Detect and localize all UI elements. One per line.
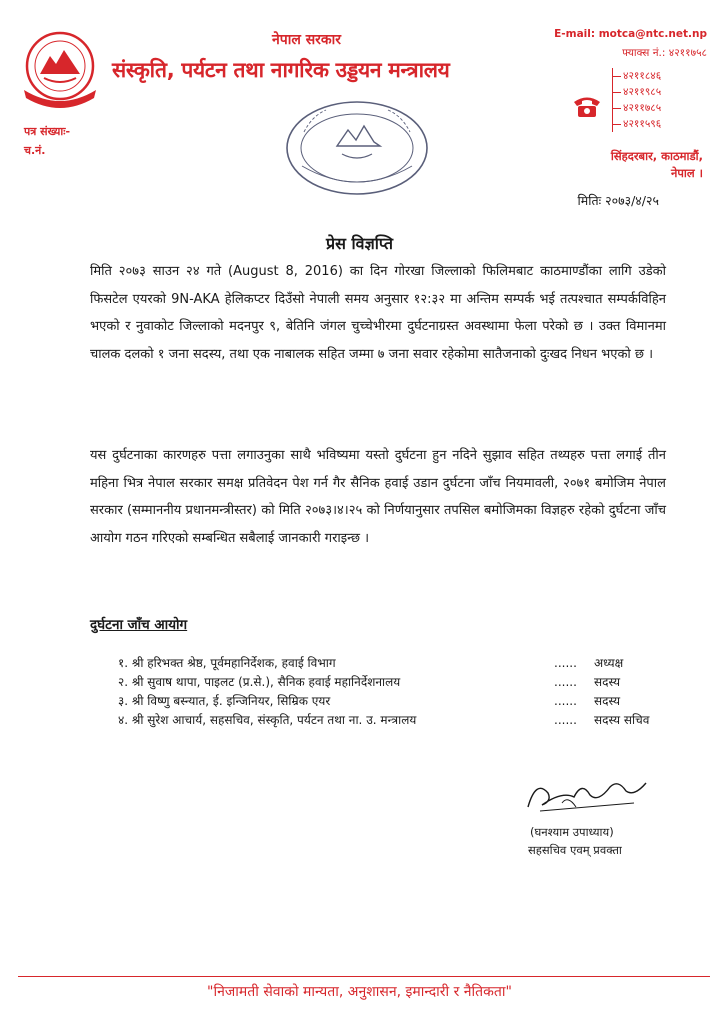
committee-heading: दुर्घटना जाँच आयोग xyxy=(90,617,188,633)
list-item xyxy=(118,711,658,730)
member-name: २. श्री सुवाष थापा, पाइलट (प्र.से.), सैनिक हवाई महानिर्देशनालय xyxy=(118,675,401,689)
telephone-icon xyxy=(572,94,602,118)
member-role: अध्यक्ष xyxy=(594,656,624,670)
dispatch-number-label: च.नं. xyxy=(24,144,46,157)
phone-number: ४२११५९६ xyxy=(613,116,703,132)
leader-dots: ...... xyxy=(554,675,577,689)
member-name: ३. श्री विष्णु बस्न्यात, ई. इन्जिनियर, सिम्रिक एयर xyxy=(118,694,331,708)
member-name: १. श्री हरिभक्त श्रेष्ठ, पूर्वमहानिर्देशक, हवाई विभाग xyxy=(118,656,336,670)
list-item xyxy=(118,673,658,692)
member-name: ४. श्री सुरेश आचार्य, सहसचिव, संस्कृति, पर्यटन तथा ना. उ. मन्त्रालय xyxy=(118,713,417,727)
member-role: सदस्य xyxy=(594,694,621,708)
footer-divider xyxy=(18,976,710,977)
document-date: मितिः २०७३/४/२५ xyxy=(577,193,659,208)
phone-number-list xyxy=(612,68,703,132)
phone-number: ४२११८४६ xyxy=(613,68,703,84)
address-line: सिंहदरबार, काठमाडौं, xyxy=(610,149,703,163)
reference-block xyxy=(24,122,70,160)
letter-number-label: पत्र संख्याः- xyxy=(24,125,71,138)
fax-number: फ्याक्स नं.: ४२११७५८ xyxy=(622,47,707,59)
committee-member-list xyxy=(118,654,658,730)
official-stamp xyxy=(282,96,432,198)
leader-dots: ...... xyxy=(554,656,577,670)
member-role: सदस्य सचिव xyxy=(594,713,650,727)
government-emblem xyxy=(14,28,106,108)
email-address: E-mail: motca@ntc.net.np xyxy=(554,28,707,40)
footer-motto: "निजामती सेवाको मान्यता, अनुशासन, इमान्दारी र नैतिकता" xyxy=(207,984,512,1000)
leader-dots: ...... xyxy=(554,694,577,708)
list-item xyxy=(118,692,658,711)
signatory-name: (घनश्याम उपाध्याय) xyxy=(530,825,614,839)
handwritten-signature xyxy=(522,773,650,817)
member-role: सदस्य xyxy=(594,675,621,689)
body-paragraph-2: यस दुर्घटनाका कारणहरु पत्ता लगाउनुका साथै भविष्यमा यस्तो दुर्घटना हुन नदिने सुझाव सहित तथ्यहरु पत्ता लगाई तीन महिना भित्र नेपाल सरकार समक्ष प्रतिवेदन पेश गर्न गैर सैनिक हवाई उडान दुर्घटना जाँच नियमावली, २०७१ बमोजिम नेपाल सरकार (सम्माननीय प्रधानमन्त्रीस्तर) को मिति २०७३।४।२५ को निर्णयानुसार तपसिल बमोजिमका विज्ञहरु रहेको दुर्घटना जाँच आयोग गठन गरिएको सम्बन्धित सबैलाई जानकारी गराइन्छ । xyxy=(90,448,666,546)
signatory-title: सहसचिव एवम् प्रवक्ता xyxy=(528,843,622,857)
list-item xyxy=(118,654,658,673)
page-title: प्रेस विज्ञप्ति xyxy=(326,234,393,253)
ministry-name: संस्कृति, पर्यटन तथा नागरिक उड्डयन मन्त्रालय xyxy=(112,58,450,82)
leader-dots: ...... xyxy=(554,713,577,727)
address-line: नेपाल । xyxy=(670,166,703,180)
body-paragraph-1: मिति २०७३ साउन २४ गते (August 8, 2016) का दिन गोरखा जिल्लाको फिलिमबाट काठमाण्डौंका लागि उडेको फिसटेल एयरको 9N-AKA हेलिकप्टर दिउँसो नेपाली समय अनुसार १२:३२ मा अन्तिम सम्पर्क भई तत्पश्चात सम्पर्कविहिन भएको र नुवाकोट जिल्लाको मदनपुर ९, बेतिनि जंगल चुच्चेभीरमा दुर्घटनाग्रस्त अवस्थामा फेला परेको छ । उक्त विमानमा चालक दलको १ जना सदस्य, तथा एक नाबालक सहित जम्मा ७ जना सवार रहेकोमा सातैजनाको दुःखद निधन भएको छ । xyxy=(90,264,666,362)
office-address xyxy=(611,148,703,182)
government-name: नेपाल सरकार xyxy=(272,32,342,48)
phone-number: ४२११७८५ xyxy=(613,100,703,116)
phone-number: ४२११९८५ xyxy=(613,84,703,100)
